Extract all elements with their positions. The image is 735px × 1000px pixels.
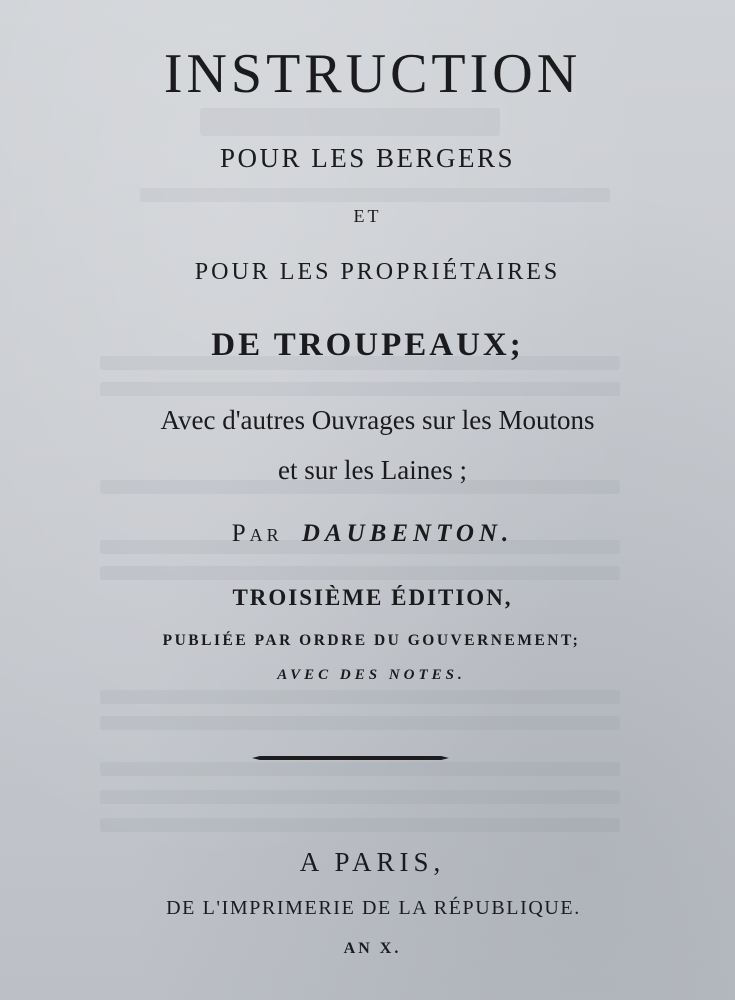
- author-prefix: Par: [231, 520, 283, 547]
- imprint-printer: DE L'IMPRIMERIE DE LA RÉPUBLIQUE.: [166, 897, 581, 919]
- ornamental-rule: [252, 756, 449, 760]
- notes-note: AVEC DES NOTES.: [277, 667, 466, 683]
- subtitle-line-3: DE TROUPEAUX;: [211, 327, 524, 363]
- author-line: [0, 516, 735, 552]
- additional-works-line-2: et sur les Laines ;: [278, 455, 467, 485]
- author-name: DAUBENTON.: [301, 520, 514, 547]
- book-title: INSTRUCTION: [163, 43, 582, 105]
- subtitle-line-2: POUR LES PROPRIÉTAIRES: [194, 259, 561, 285]
- edition-statement: TROISIÈME ÉDITION,: [232, 585, 513, 610]
- subtitle-line-1: POUR LES BERGERS: [219, 143, 516, 173]
- additional-works-line-1: Avec d'autres Ouvrages sur les Moutons: [160, 405, 595, 435]
- imprint-year: AN X.: [343, 940, 402, 957]
- subtitle-conjunction: ET: [353, 206, 382, 226]
- imprint-place: A PARIS,: [299, 847, 446, 877]
- publication-note: PUBLIÉE PAR ORDRE DU GOUVERNEMENT;: [162, 632, 581, 649]
